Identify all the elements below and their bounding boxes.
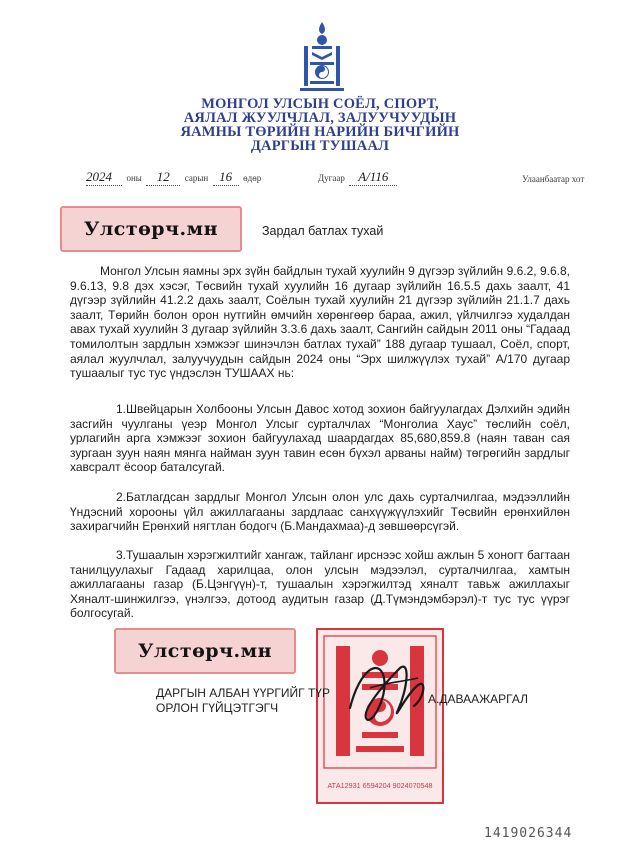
clause-2: 2.Батлагдсан зардлыг Монгол Улсын олон улс дахь сурталчилгаа, мэдээллийн Үндэсний хорооны үйл ажиллагааны зардлаас санхүүжүүлэхийг Төсвийн ерөнхийлөн захирагчийн Ерөнхий нягтлан бодогч (Б.Мандахмаа)-д зөвшөөрсүгэй. [70, 490, 570, 534]
number-value: А/116 [349, 169, 397, 186]
clause-3: 3.Тушаалын хэрэгжилтийг хангаж, тайланг ирснээс хойш ажлын 5 хоногт багтаан танилцуулахыг Гадаад харилцаа, олон улсын мэдээлэл, сурталчилгаа, хамтын ажиллагааны газар (Б.Цэнгүүн)-т, тушаалын хэрэгжилтэд хяналт тавьж ажиллахыг Хяналт-шинжилгээ, үнэлгээ, дотоод аудитын газар (Д.Түмэндэмбэрэл)-т тус тус үүрэг болгосугай. [70, 548, 570, 621]
organization-heading [150, 97, 490, 153]
soyombo-emblem-icon [296, 20, 348, 92]
signatory-title-line-2: ОРЛОН ГҮЙЦЭТГЭГЧ [156, 701, 279, 715]
serial-number: 1419026344 [484, 826, 573, 841]
order-day: 16 [213, 169, 239, 186]
watermark-text: Улстөрч.мн [83, 218, 219, 240]
org-line: ЯАМНЫ ТӨРИЙН НАРИЙН БИЧГИЙН [180, 124, 460, 140]
month-suffix: сарын [184, 173, 209, 183]
watermark-badge [60, 206, 242, 252]
order-month: 12 [146, 169, 180, 186]
clause-1: 1.Швейцарын Холбооны Улсын Давос хотод зохион байгуулагдах Дэлхийн эдийн засгийн чуулганы үеэр Монгол Улсыг сурталчлах “Монголиа Хаус” төслийн соёл, урлагийн арга хэмжээг зохион байгуулахад шаардагдах 85,680,859.8 (наян таван сая зургаан зуун наян мянга найман зуун тавин есөн бүхэл арваны найм) төгрөгийн зардлыг хавсралт ёсоор баталсугай. [70, 402, 570, 475]
signatory-title-line-1: ДАРГЫН АЛБАН ҮҮРГИЙГ ТҮР [156, 686, 330, 700]
year-suffix: оны [126, 173, 142, 183]
city-label: Улаанбаатар хот [522, 174, 585, 184]
watermark-badge [114, 628, 296, 674]
org-line: АЯЛАЛ ЖУУЛЧЛАЛ, ЗАЛУУЧУУДЫН [183, 110, 457, 126]
day-suffix: өдөр [243, 173, 262, 183]
document-subject: Зардал батлах тухай [262, 224, 384, 238]
watermark-text: Улстөрч.мн [137, 640, 273, 662]
number-label: Дугаар [318, 173, 345, 183]
handwritten-signature [340, 648, 430, 738]
org-line: МОНГОЛ УЛСЫН СОЁЛ, СПОРТ, [201, 96, 439, 112]
order-number [318, 168, 397, 186]
stamp-code: АТА12931 6594204 9024070548 [327, 781, 433, 790]
order-year: 2024 [86, 169, 122, 186]
order-date [86, 168, 261, 186]
org-line: ДАРГЫН ТУШААЛ [250, 138, 390, 154]
signatory-name: А.ДАВААЖАРГАЛ [428, 692, 529, 706]
intro-paragraph: Монгол Улсын яамны эрх зүйн байдлын тухай хуулийн 9 дүгээр зүйлийн 9.6.2, 9.6.8, 9.6.13, 9.8 дэх хэсэг, Төсвийн тухай хуулийн 16 дугаар зүйлийн 16.5.5 дахь заалт, 41 дүгээр зүйлийн 41.2.2 дахь заалт, Соёлын тухай хуулийн 21 дүгээр зүйлийн 21.1.7 дахь заалт, Төрийн болон орон нутгийн өмчийн хөрөнгөөр бараа, ажил, үйлчилгээ худалдан авах тухай хуулийн 3 дугаар зүйлийн 3.3.6 дахь заалт, Сангийн сайдын 2011 оны “Гадаад томилолтын зардлын хэмжээг шинэчлэн батлах тухай” 188 дугаар тушаал, Соёл, спорт, аялал жуулчлал, залуучуудын сайдын 2024 оны “Эрх шилжүүлэх тухай” А/170 дугаар тушаалыг тус тус үндэслэн ТУШААХ нь: [70, 264, 570, 381]
